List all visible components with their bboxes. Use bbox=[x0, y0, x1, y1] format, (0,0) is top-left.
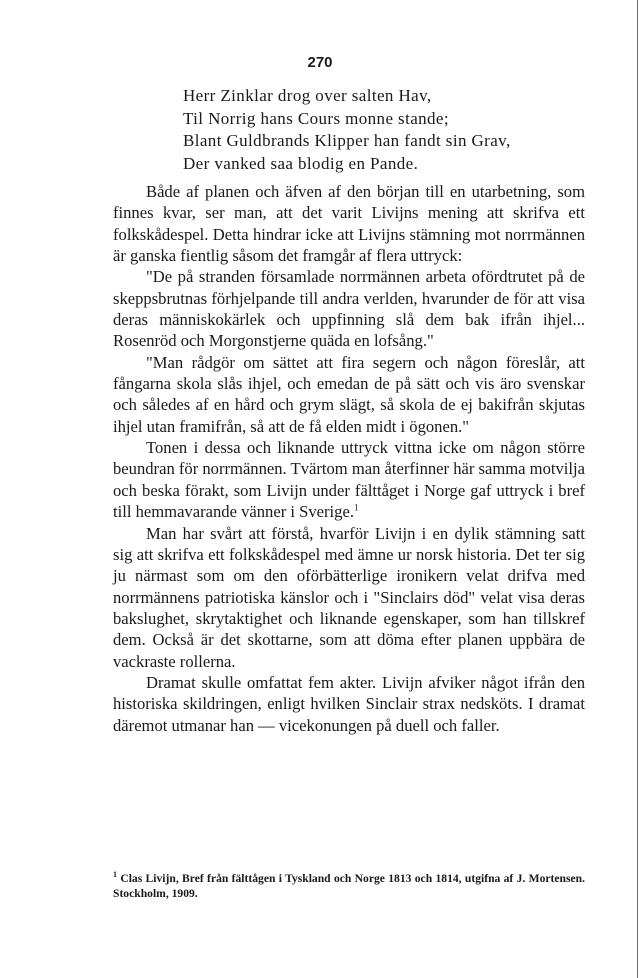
page-edge-line bbox=[637, 0, 638, 978]
verse-line: Blant Guldbrands Klipper han fandt sin Grav, bbox=[183, 131, 511, 150]
verse-block bbox=[183, 85, 513, 175]
verse-line: Herr Zinklar drog over salten Hav, bbox=[183, 86, 432, 105]
footnote-mark: 1 bbox=[113, 870, 117, 879]
paragraph: Dramat skulle omfattat fem akter. Livijn afviker något ifrån den historiska skildringen, enligt hvilken Sinclair strax nedsköts. I dramat däremot utmanar han — vicekonungen på duell och faller. bbox=[113, 672, 585, 735]
verse-line: Til Norrig hans Cours monne stande; bbox=[183, 108, 450, 128]
paragraph: Man har svårt att förstå, hvarför Livijn i en dylik stämning satt sig att skrifva ett folkskådespel med ämne ur norsk historia. Det ter sig ju närmast som om den oförbätterlige ironikern velat drifva med norrmännens patriotiska känslor och i "Sinclairs död" velat visa deras bakslughet, skrytaktighet och liknande egenskaper, som han tillskref dem. Också är det skottarne, som att döma efter planen uppbära de vackraste rollerna. bbox=[113, 523, 585, 671]
paragraph bbox=[113, 437, 585, 522]
paragraph-text: Tonen i dessa och liknande uttryck vittna icke om någon större beundran för norrmännen. Tvärtom man återfinner här samma motvilja och beska förakt, som Livijn under fälttåget i Norge gaf uttryck i bref till hemmavarande vänner i Sverige. bbox=[113, 438, 585, 522]
page-number: 270 bbox=[307, 54, 333, 71]
paragraph: Både af planen och äfven af den början till en utarbetning, som finnes kvar, ser man, att det varit Livijns mening att skrifva ett folkskådespel. Detta hindrar icke att Livijns stämning mot norrmännen är ganska fientlig såsom det framgår af flera uttryck: bbox=[113, 182, 585, 266]
footnote-reference: 1 bbox=[353, 502, 359, 513]
body-text bbox=[113, 181, 585, 736]
quote-paragraph: "De på stranden församlade norrmännen arbeta ofördtrutet på de skeppsbrutnas förhjelpande till andra verlden, hvarunder de för att visa deras människokärlek och uppfinning slå dem bak ifrån ihjel... Rosenröd och Morgonstjerne quäda en lofsång." bbox=[113, 267, 585, 351]
footnote-text: Clas Livijn, Bref från fälttågen i Tyskland och Norge 1813 och 1814, utgifna af J. Mortensen. Stockholm, 1909. bbox=[113, 871, 585, 900]
verse-line: Der vanked saa blodig en Pande. bbox=[183, 153, 419, 173]
quote-paragraph: "Man rådgör om sättet att fira segern och någon föreslår, att fångarna skola slås ihjel, och emedan de på sätt och vis äro svenskar och således af en hård och grym slägt, så skola de ej bakifrån skjutas ihjel utan framifrån, så att de få elden midt i ögonen." bbox=[113, 352, 585, 436]
footnote bbox=[113, 867, 585, 901]
